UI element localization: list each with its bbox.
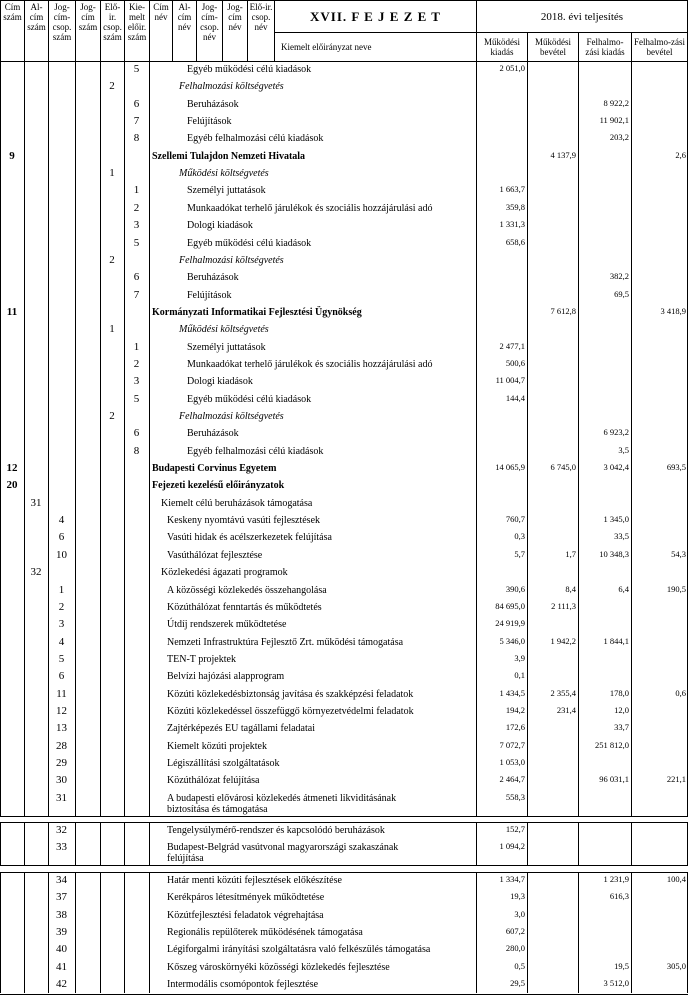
column-rule [476, 61, 477, 816]
column-rule [75, 61, 76, 816]
value-fk: 616,3 [609, 891, 629, 902]
value-fb: 2,6 [675, 149, 686, 160]
column-rule [476, 822, 477, 865]
cim-code: 9 [9, 149, 15, 162]
row-name: Felhalmozási költségvetés [179, 81, 284, 93]
jogcimcsop-code: 12 [56, 704, 67, 717]
value-fb: 100,4 [666, 874, 686, 885]
value-mk: 3,0 [514, 908, 525, 919]
row-name: Munkaadókat terhelő járulékok és szociális hozzájárulási adó [187, 202, 433, 214]
jogcimcsop-code: 10 [56, 548, 67, 561]
value-mb: 2 111,3 [551, 600, 576, 611]
year-label: 2018. évi teljesítés [476, 0, 688, 33]
column-rule [149, 822, 150, 865]
value-fk: 3 512,0 [603, 978, 629, 989]
jogcimcsop-code: 33 [56, 841, 67, 854]
value-col-header-1: Működési kiadás [476, 32, 528, 62]
column-rule [578, 61, 579, 816]
value-mk: 5 346,0 [499, 635, 525, 646]
value-mk: 2 051,0 [499, 63, 525, 73]
jogcimcsop-code: 29 [56, 757, 67, 769]
jogcimcsop-code: 13 [56, 722, 67, 735]
value-mk: 172,6 [505, 722, 525, 733]
column-rule [75, 822, 76, 865]
jogcimcsop-code: 3 [58, 618, 65, 631]
column-rule [24, 61, 25, 816]
row-name: Működési költségvetés [179, 168, 269, 180]
jogcimcsop-code: 42 [56, 978, 67, 991]
value-mk: 7 072,7 [499, 739, 525, 750]
column-rule [24, 872, 25, 993]
row-name-cont: biztosítása és támogatása [167, 803, 268, 815]
jogcimcsop-code: 1 [58, 583, 65, 596]
row-name: Vasúthálózat fejlesztése [167, 549, 263, 561]
cim-code: 12 [6, 462, 18, 475]
kiemelt-code: 8 [133, 444, 140, 457]
header-col-5: Elő-ir. csop. szám [100, 0, 125, 62]
value-fk: 3,5 [618, 444, 629, 455]
header-col-7: Cím név [149, 0, 173, 62]
value-fb: 221,1 [666, 774, 686, 785]
row-name: Határ menti közúti fejlesztések előkészítése [167, 875, 342, 887]
value-fk: 12,0 [614, 704, 629, 715]
row-name: A közösségi közlekedés összehangolása [167, 584, 327, 596]
kiemelt-code: 2 [133, 357, 140, 370]
column-rule [149, 872, 150, 993]
row-name: Egyéb működési célú kiadások [187, 237, 312, 249]
header-col-4: Jog-cím szám [75, 0, 101, 62]
value-fk: 19,5 [614, 960, 629, 971]
value-mb: 6 745,0 [550, 462, 576, 473]
eloir-csop-code: 1 [109, 323, 115, 336]
row-name: Egyéb felhalmozási célú kiadások [187, 133, 324, 145]
row-rule [0, 865, 688, 866]
column-rule [527, 61, 528, 816]
eloir-csop-code: 2 [109, 253, 115, 266]
row-name: Belvízi hajózási alapprogram [167, 671, 285, 683]
value-mk: 14 065,9 [495, 462, 525, 473]
value-mk: 760,7 [505, 514, 525, 525]
column-rule [100, 61, 101, 816]
value-mk: 280,0 [505, 943, 525, 954]
row-name-cont: felújítása [167, 853, 204, 865]
row-name: Regionális repülőterek működésének támogatása [167, 927, 363, 939]
kiemelt-code: 6 [133, 271, 140, 284]
value-mk: 3,9 [514, 652, 525, 663]
row-name: Közúti közlekedéssel összefüggő környezetvédelmi feladatok [167, 705, 414, 717]
jogcimcsop-code: 4 [58, 635, 65, 648]
value-fk: 1 844,1 [603, 635, 629, 646]
value-mk: 0,3 [514, 531, 525, 542]
row-name: Közútfejlesztési feladatok végrehajtása [167, 909, 324, 921]
row-name: Beruházások [187, 428, 239, 440]
kiemelt-code: 1 [133, 340, 140, 353]
row-name: Kerékpáros létesítmények működtetése [167, 892, 325, 904]
column-rule [48, 61, 49, 816]
value-fk: 203,2 [609, 132, 629, 143]
column-rule [476, 872, 477, 993]
column-rule [578, 822, 579, 865]
value-mk: 658,6 [505, 236, 525, 247]
jogcimcsop-code: 32 [56, 823, 67, 836]
row-name: TEN-T projektek [167, 653, 236, 665]
row-name: Felhalmozási költségvetés [179, 254, 284, 266]
value-mk: 5,7 [514, 548, 525, 559]
jogcimcsop-code: 6 [58, 531, 65, 544]
row-name: Budapesti Corvinus Egyetem [152, 463, 277, 475]
value-mk: 11 004,7 [495, 375, 525, 386]
value-mk: 0,5 [514, 960, 525, 971]
jogcimcsop-code: 4 [58, 514, 65, 527]
value-fk: 3 042,4 [603, 462, 629, 473]
column-rule [0, 872, 1, 993]
value-fk: 6 923,2 [603, 427, 629, 438]
row-name: Közúthálózat fenntartás és működtetés [167, 601, 322, 613]
eloir-csop-code: 2 [109, 80, 115, 93]
kiemelt-code: 2 [133, 201, 140, 214]
kiemelt-code: 5 [133, 236, 140, 249]
alcim-code: 32 [30, 566, 42, 579]
value-mk: 152,7 [505, 823, 525, 834]
row-name: Személyi juttatások [187, 341, 266, 353]
column-rule [124, 822, 125, 865]
row-name: Beruházások [187, 272, 239, 284]
row-name: Egyéb felhalmozási célú kiadások [187, 445, 324, 457]
value-mb: 231,4 [556, 704, 576, 715]
header-col-10: Jog-cím név [222, 0, 248, 62]
value-col-header-4: Felhalmo-zási bevétel [631, 32, 688, 62]
value-mb: 1 942,2 [550, 635, 576, 646]
eloir-csop-code: 1 [109, 167, 115, 180]
row-name: Kiemelt célú beruházások támogatása [161, 497, 313, 509]
column-rule [631, 872, 632, 993]
column-rule [75, 872, 76, 993]
value-mk: 558,3 [505, 791, 525, 802]
row-name: Tengelysúlymérő-rendszer és kapcsolódó beruházások [167, 824, 385, 836]
row-name: Fejezeti kezelésű előirányzatok [152, 480, 285, 492]
row-name: Zajtérképezés EU tagállami feladatai [167, 723, 315, 735]
value-mk: 607,2 [505, 926, 525, 937]
header-col-1: Cím szám [0, 0, 25, 62]
value-fk: 96 031,1 [599, 774, 629, 785]
eloir-csop-code: 2 [109, 410, 115, 422]
value-fk: 10 348,3 [599, 548, 629, 559]
column-rule [100, 822, 101, 865]
row-rule [0, 822, 688, 823]
value-fb: 0,6 [675, 687, 686, 698]
row-name: Felújítások [187, 289, 232, 301]
column-rule [24, 822, 25, 865]
row-name: Nemzeti Infrastruktúra Fejlesztő Zrt. működési támogatása [167, 636, 404, 648]
row-name: A budapesti elővárosi közlekedés átmeneti likviditásának [167, 792, 397, 804]
kiemelt-code: 5 [133, 63, 140, 75]
row-name: Vasúti hidak és acélszerkezetek felújítása [167, 532, 332, 544]
row-name: Személyi juttatások [187, 185, 266, 197]
column-rule [48, 872, 49, 993]
row-name: Közúti közlekedésbiztonság javítása és szakképzési feladatok [167, 688, 414, 700]
row-name: Közúthálózat felújítása [167, 775, 260, 787]
value-mk: 2 464,7 [499, 774, 525, 785]
kiemelt-code: 3 [133, 375, 140, 388]
row-name: Felhalmozási költségvetés [179, 411, 284, 422]
column-rule [48, 822, 49, 865]
column-rule [631, 61, 632, 816]
kiemelt-code: 3 [133, 219, 140, 232]
value-fk: 33,7 [614, 722, 629, 733]
value-mk: 1 094,2 [499, 841, 525, 852]
row-name: Dologi kiadások [187, 220, 253, 232]
value-fb: 305,0 [666, 960, 686, 971]
value-fb: 190,5 [666, 583, 686, 594]
column-rule [124, 61, 125, 816]
row-name: Közlekedési ágazati programok [161, 567, 288, 579]
value-mk: 1 663,7 [499, 184, 525, 195]
jogcimcsop-code: 30 [56, 774, 67, 787]
row-name: Légiforgalmi irányítási szolgáltatásra való felkészülés támogatása [167, 944, 431, 956]
value-mk: 500,6 [505, 357, 525, 368]
jogcimcsop-code: 39 [56, 926, 67, 939]
header-col-9: Jog-cím-csop. név [196, 0, 223, 62]
value-fb: 693,5 [666, 462, 686, 473]
jogcimcsop-code: 2 [58, 600, 65, 613]
row-name: Intermodális csomópontok fejlesztése [167, 979, 319, 991]
value-fb: 54,3 [671, 548, 686, 559]
row-name: Egyéb működési célú kiadások [187, 64, 312, 75]
jogcimcsop-code: 11 [56, 687, 67, 700]
kiemelt-code: 8 [133, 132, 140, 145]
header-col-11: Elő-ir. csop. név [247, 0, 275, 62]
jogcimcsop-code: 37 [56, 891, 67, 904]
value-mk: 1 334,7 [499, 874, 525, 885]
column-rule [631, 822, 632, 865]
row-name: Kőszeg városkörnyéki közösségi közlekedés fejlesztése [167, 961, 390, 973]
cim-code: 20 [6, 479, 18, 492]
value-mk: 1 331,3 [499, 219, 525, 230]
value-mb: 7 612,8 [550, 305, 576, 316]
header-col-2: Al-cím szám [24, 0, 49, 62]
column-rule [578, 872, 579, 993]
value-mk: 144,4 [505, 392, 525, 403]
jogcimcsop-code: 34 [56, 874, 67, 887]
value-mk: 84 695,0 [495, 600, 525, 611]
chapter-title-cell [274, 0, 477, 33]
value-mb: 4 137,9 [550, 149, 576, 160]
value-mb: 1,7 [565, 548, 576, 559]
kiemelt-code: 7 [133, 288, 140, 301]
value-mk: 1 053,0 [499, 757, 525, 767]
value-fk: 11 902,1 [599, 115, 629, 126]
value-mk: 2 477,1 [499, 340, 525, 351]
row-rule [0, 816, 688, 817]
value-fb: 3 418,9 [660, 305, 686, 316]
value-mk: 24 919,9 [495, 618, 525, 629]
row-name: Egyéb működési célú kiadások [187, 393, 312, 405]
value-fk: 69,5 [614, 288, 629, 299]
column-rule [0, 822, 1, 865]
jogcimcsop-code: 31 [56, 791, 67, 804]
chapter-title: XVII. F E J E Z E T [310, 8, 441, 24]
kiemelt-code: 6 [133, 97, 140, 110]
column-rule [124, 872, 125, 993]
value-fk: 251 812,0 [595, 739, 629, 750]
row-name: Munkaadókat terhelő járulékok és szociális hozzájárulási adó [187, 358, 433, 370]
value-fk: 33,5 [614, 531, 629, 542]
jogcimcsop-code: 28 [56, 739, 67, 752]
column-rule [527, 872, 528, 993]
header-col-6: Kie-melt előir. szám [124, 0, 150, 62]
kiemelt-code: 6 [133, 427, 140, 440]
value-fk: 382,2 [609, 271, 629, 282]
jogcimcsop-code: 6 [58, 670, 65, 683]
value-mb: 2 355,4 [550, 687, 576, 698]
row-name: Felújítások [187, 116, 232, 128]
row-name: Kormányzati Informatikai Fejlesztési Ügynökség [152, 306, 362, 318]
row-name: Dologi kiadások [187, 376, 253, 388]
row-name: Kiemelt közúti projektek [167, 740, 267, 752]
value-mk: 1 434,5 [499, 687, 525, 698]
table-bottom-rule [0, 994, 688, 995]
kiemelt-code: 7 [133, 115, 140, 128]
name-col-header: Kiemelt előirányzat neve [274, 32, 477, 62]
value-mk: 194,2 [505, 704, 525, 715]
jogcimcsop-code: 40 [56, 943, 67, 956]
value-col-header-3: Felhalmo-zási kiadás [578, 32, 632, 62]
value-fk: 6,4 [618, 583, 629, 594]
value-mk: 359,8 [505, 201, 525, 212]
row-name: Útdíj rendszerek működtetése [167, 619, 287, 631]
value-mk: 19,3 [510, 891, 525, 902]
row-name: Szellemi Tulajdon Nemzeti Hivatala [152, 150, 306, 162]
kiemelt-code: 5 [133, 392, 140, 405]
value-fk: 178,0 [609, 687, 629, 698]
alcim-code: 31 [30, 496, 42, 509]
value-fk: 1 231,9 [603, 874, 629, 885]
cim-code: 11 [6, 305, 18, 318]
column-rule [149, 61, 150, 816]
jogcimcsop-code: 41 [56, 960, 67, 973]
column-rule [0, 61, 1, 816]
row-name: Beruházások [187, 98, 239, 110]
value-mb: 8,4 [565, 583, 576, 594]
value-fk: 8 922,2 [603, 97, 629, 108]
kiemelt-code: 1 [133, 184, 140, 197]
value-col-header-2: Működési bevétel [527, 32, 579, 62]
value-fk: 1 345,0 [603, 514, 629, 525]
column-rule [527, 822, 528, 865]
column-rule [100, 872, 101, 993]
jogcimcsop-code: 5 [58, 652, 65, 665]
value-mk: 29,5 [510, 978, 525, 989]
row-name: Keskeny nyomtávú vasúti fejlesztések [167, 515, 321, 527]
header-col-8: Al-cím név [172, 0, 197, 62]
value-mk: 390,6 [505, 583, 525, 594]
row-name: Budapest-Belgrád vasútvonal magyarországi szakaszának [167, 842, 399, 854]
jogcimcsop-code: 38 [56, 908, 67, 921]
header-col-3: Jog-cím-csop. szám [48, 0, 76, 62]
value-mk: 0,1 [514, 670, 525, 681]
row-name: Légiszállítási szolgáltatások [167, 758, 280, 769]
row-name: Működési költségvetés [179, 324, 269, 336]
